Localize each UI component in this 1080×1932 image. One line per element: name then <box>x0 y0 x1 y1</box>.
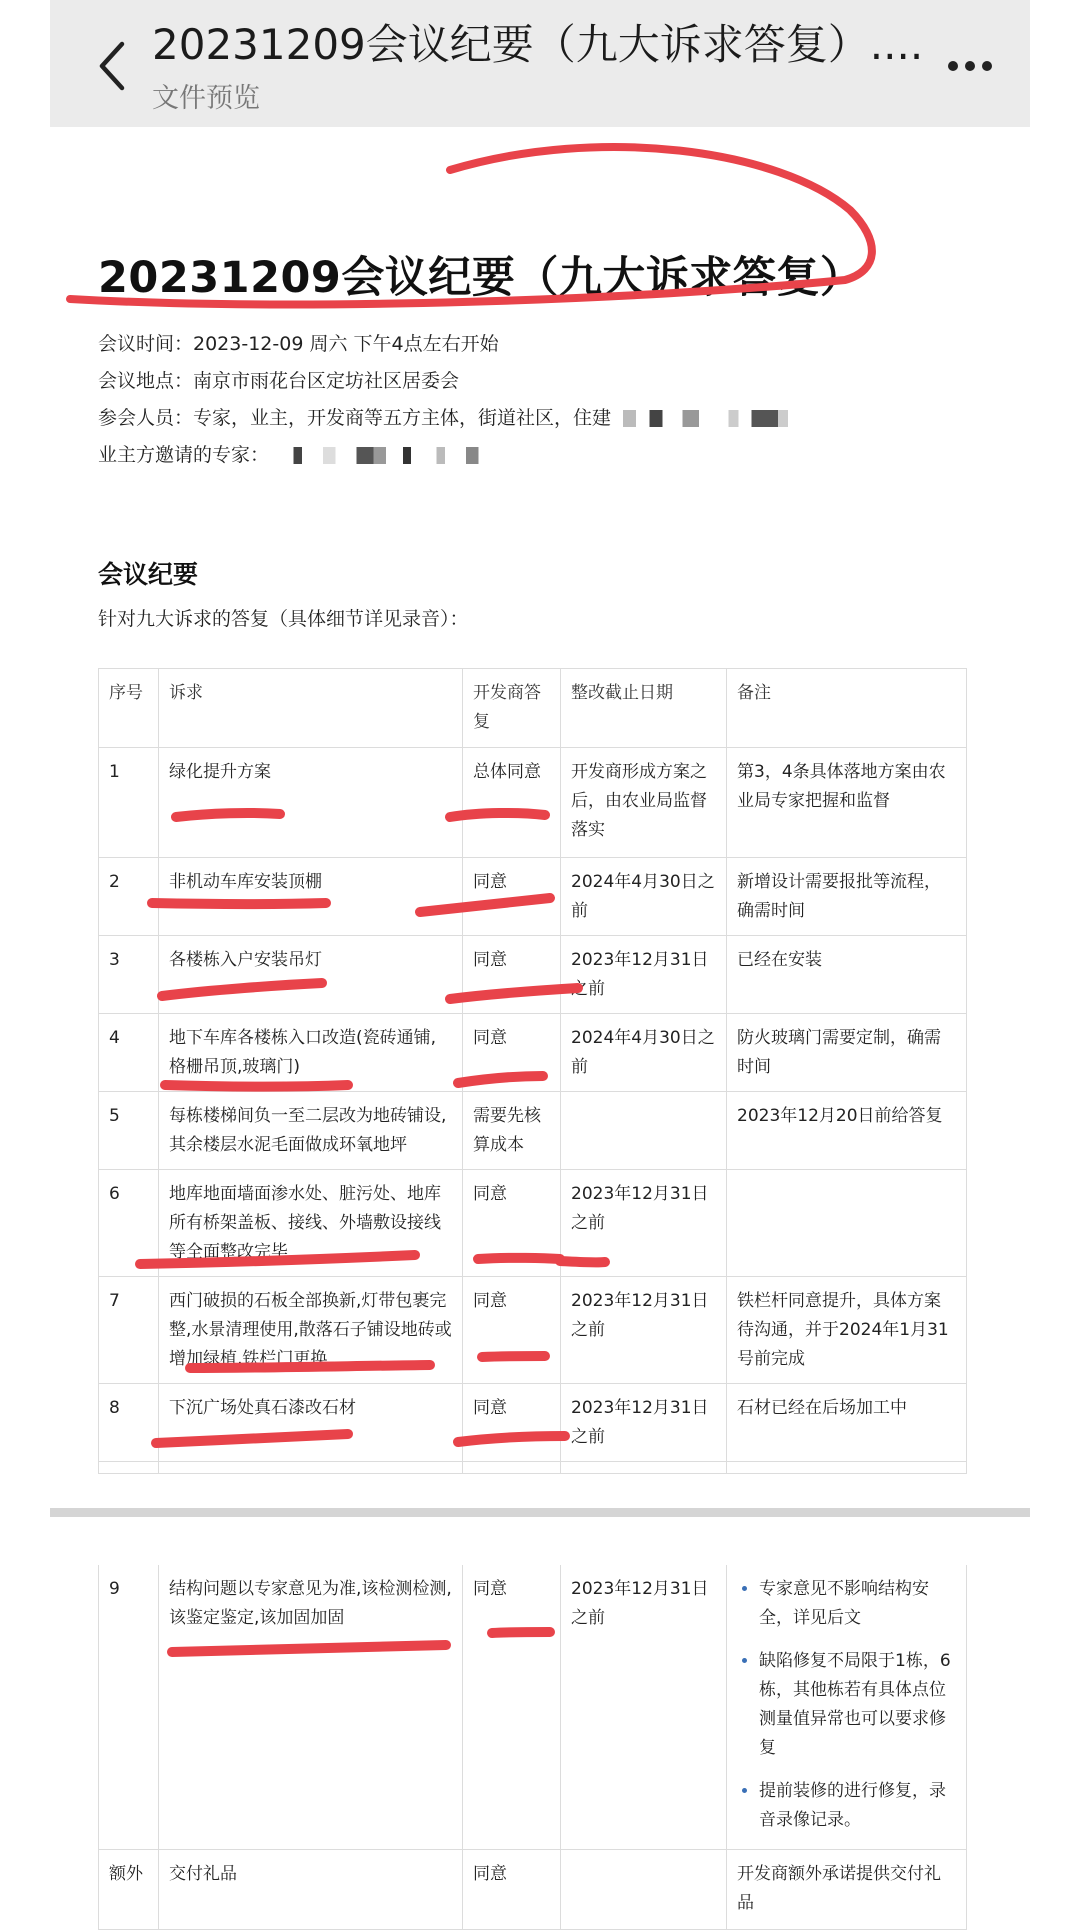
cell-reply: 同意 <box>463 936 561 1014</box>
header-cell: 序号 <box>99 669 159 748</box>
table-row <box>99 858 967 936</box>
table-row <box>99 1277 967 1384</box>
note-list <box>737 1575 956 1835</box>
table-row <box>99 936 967 1014</box>
cell-no: 9 <box>99 1565 159 1850</box>
list-item: • 提前装修的进行修复，录音录像记录。 <box>759 1777 956 1835</box>
invited-experts: 业主方邀请的专家： <box>98 444 270 466</box>
cell-reply: 同意 <box>463 1170 561 1277</box>
document-subtitle: 文件预览 <box>152 83 260 114</box>
cell-note: 开发商额外承诺提供交付礼品 <box>727 1850 967 1930</box>
cell-deadline: 2024年4月30日之前 <box>561 858 727 936</box>
redacted-block <box>281 447 491 464</box>
page-title: 20231209会议纪要（九大诉求答复） <box>98 253 864 303</box>
cell-reply: 同意 <box>463 858 561 936</box>
cell-request: 绿化提升方案 <box>159 748 463 858</box>
cell-note: 2023年12月20日前给答复 <box>727 1092 967 1170</box>
document-title: 20231209会议纪要（九大诉求答复）.... <box>152 20 924 69</box>
cell-request: 地库地面墙面渗水处、脏污处、地库所有桥架盖板、接线、外墙敷设接线等全面整改完毕 <box>159 1170 463 1277</box>
cell-note: 铁栏杆同意提升，具体方案待沟通，并于2024年1月31号前完成 <box>727 1277 967 1384</box>
cell-deadline <box>561 1092 727 1170</box>
cell-request: 下沉广场处真石漆改石材 <box>159 1384 463 1462</box>
cell-reply: 同意 <box>463 1277 561 1384</box>
table-row <box>99 1565 967 1850</box>
cell-reply: 同意 <box>463 1384 561 1462</box>
cell-no: 7 <box>99 1277 159 1384</box>
list-item: • 专家意见不影响结构安全，详见后文 <box>759 1575 956 1633</box>
section-description: 针对九大诉求的答复（具体细节详见录音）： <box>98 608 469 630</box>
cell-request: 各楼栋入户安装吊灯 <box>159 936 463 1014</box>
cell-reply: 同意 <box>463 1850 561 1930</box>
cell-note: 石材已经在后场加工中 <box>727 1384 967 1462</box>
cell-note: 第3，4条具体落地方案由农业局专家把握和监督 <box>727 748 967 858</box>
cell-request: 西门破损的石板全部换新,灯带包裹完整,水景清理使用,散落石子铺设地砖或增加绿植,铁栏门更换 <box>159 1277 463 1384</box>
table-header-row <box>99 669 967 748</box>
meeting-attendees-row <box>98 403 798 430</box>
more-horizontal-icon <box>932 40 1008 88</box>
cell-no: 1 <box>99 748 159 858</box>
cell-request: 每栋楼梯间负一至二层改为地砖铺设,其余楼层水泥毛面做成环氧地坪 <box>159 1092 463 1170</box>
cell-request: 交付礼品 <box>159 1850 463 1930</box>
cell-no: 2 <box>99 858 159 936</box>
cell-no: 6 <box>99 1170 159 1277</box>
cell-note-list <box>727 1565 967 1850</box>
cell-deadline: 2023年12月31日之前 <box>561 1384 727 1462</box>
cell-deadline: 2023年12月31日之前 <box>561 1565 727 1850</box>
cell-deadline: 2024年4月30日之前 <box>561 1014 727 1092</box>
cell-note <box>727 1170 967 1277</box>
section-title: 会议纪要 <box>98 560 199 589</box>
app-bar <box>50 0 1030 127</box>
cell-reply: 总体同意 <box>463 748 561 858</box>
back-button[interactable] <box>84 36 140 96</box>
header-cell: 开发商答复 <box>463 669 561 748</box>
meeting-attendees: 参会人员：专家，业主，开发商等五方主体，街道社区，住建 <box>98 407 612 429</box>
table-row <box>99 1014 967 1092</box>
table-row <box>99 1384 967 1462</box>
table-row <box>99 1850 967 1930</box>
more-button[interactable] <box>932 40 1008 88</box>
cell-deadline: 2023年12月31日之前 <box>561 1170 727 1277</box>
cell-request: 非机动车库安装顶棚 <box>159 858 463 936</box>
meeting-time: 会议时间：2023-12-09 周六 下午4点左右开始 <box>98 333 499 355</box>
cell-deadline: 2023年12月31日之前 <box>561 936 727 1014</box>
cell-no: 8 <box>99 1384 159 1462</box>
page-divider <box>50 1508 1030 1517</box>
meeting-location: 会议地点：南京市雨花台区定坊社区居委会 <box>98 370 460 392</box>
chevron-left-icon <box>84 36 140 96</box>
cell-no: 5 <box>99 1092 159 1170</box>
table-row <box>99 748 967 858</box>
cell-reply: 同意 <box>463 1565 561 1850</box>
cell-request: 结构问题以专家意见为准,该检测检测,该鉴定鉴定,该加固加固 <box>159 1565 463 1850</box>
cell-no: 额外 <box>99 1850 159 1930</box>
requests-table-continued <box>98 1565 967 1930</box>
table-row <box>99 1170 967 1277</box>
header-cell: 诉求 <box>159 669 463 748</box>
cell-request: 地下车库各楼栋入口改造(瓷砖通铺,格栅吊顶,玻璃门) <box>159 1014 463 1092</box>
cell-note: 防火玻璃门需要定制，确需时间 <box>727 1014 967 1092</box>
cell-note: 已经在安装 <box>727 936 967 1014</box>
cell-deadline <box>561 1850 727 1930</box>
cell-deadline: 开发商形成方案之后，由农业局监督落实 <box>561 748 727 858</box>
redacted-block <box>623 410 788 427</box>
document-page <box>50 127 1030 1932</box>
cell-no: 3 <box>99 936 159 1014</box>
cell-reply: 需要先核算成本 <box>463 1092 561 1170</box>
cell-no: 4 <box>99 1014 159 1092</box>
invited-experts-row <box>98 440 798 467</box>
requests-table <box>98 668 967 1474</box>
header-cell: 备注 <box>727 669 967 748</box>
table-row <box>99 1092 967 1170</box>
cell-note: 新增设计需要报批等流程，确需时间 <box>727 858 967 936</box>
cell-deadline: 2023年12月31日之前 <box>561 1277 727 1384</box>
table-row-cut <box>99 1462 967 1474</box>
header-cell: 整改截止日期 <box>561 669 727 748</box>
cell-reply: 同意 <box>463 1014 561 1092</box>
list-item: • 缺陷修复不局限于1栋，6栋，其他栋若有具体点位测量值异常也可以要求修复 <box>759 1647 956 1763</box>
